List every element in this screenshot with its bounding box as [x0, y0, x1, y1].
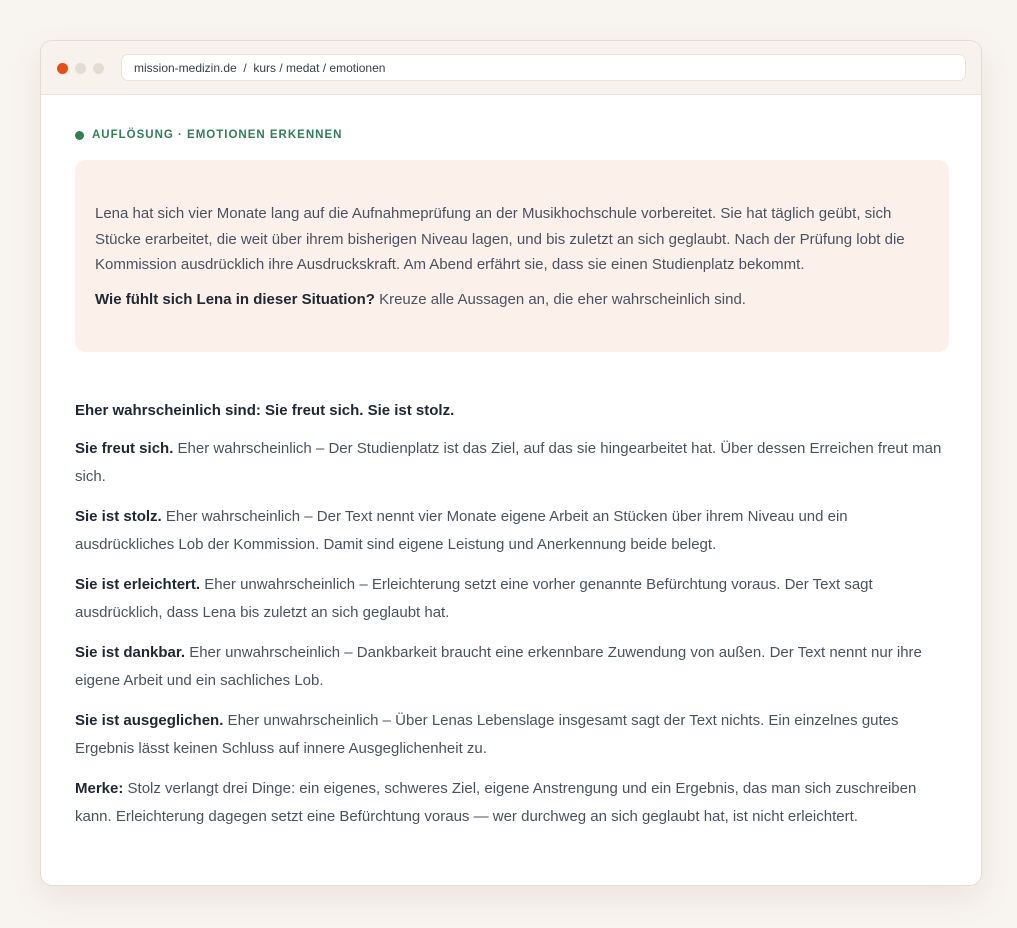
address-url: mission-medizin.de / kurs / medat / emotionen: [134, 60, 386, 75]
explanation-item: [75, 503, 949, 558]
explanation-item: [75, 435, 949, 490]
option-label: Sie ist stolz.: [75, 508, 162, 525]
option-explanation: Eher unwahrscheinlich – Über Lenas Lebenslage insgesamt sagt der Text nichts. Ein einzelnes gutes Ergebnis lässt keinen Schluss auf innere Ausgeglichenheit zu.: [75, 712, 899, 757]
question-bold: Wie fühlt sich Lena in dieser Situation?: [95, 290, 375, 308]
option-label: Sie freut sich.: [75, 440, 174, 457]
title-bar: [41, 41, 981, 95]
solution-summary: Eher wahrscheinlich sind: Sie freut sich. Sie ist stolz.: [75, 402, 455, 419]
note-paragraph: [75, 775, 949, 830]
solution-section: [75, 400, 949, 843]
option-label: Sie ist ausgeglichen.: [75, 712, 224, 729]
status-dot-icon: [75, 131, 84, 140]
section-label: [75, 129, 342, 141]
explanation-item: [75, 707, 949, 762]
maximize-window-button[interactable]: [93, 63, 104, 74]
option-label: Sie ist erleichtert.: [75, 576, 201, 593]
question-instruction: Kreuze alle Aussagen an, die eher wahrscheinlich sind.: [374, 290, 746, 308]
option-explanation: Eher unwahrscheinlich – Dankbarkeit braucht eine erkennbare Zuwendung von außen. Der Text nennt nur ihre eigene Arbeit und ein sachliches Lob.: [75, 644, 922, 689]
option-explanation: Eher wahrscheinlich – Der Studienplatz ist das Ziel, auf das sie hingearbeitet hat. Über dessen Erreichen freut man sich.: [75, 440, 942, 485]
browser-window: [40, 40, 982, 886]
question-box: [75, 160, 949, 352]
note-label: Merke:: [75, 780, 124, 797]
address-bar[interactable]: [121, 54, 966, 81]
option-label: Sie ist dankbar.: [75, 644, 186, 661]
section-label-text: AUFLÖSUNG · EMOTIONEN ERKENNEN: [92, 129, 343, 141]
close-window-button[interactable]: [57, 63, 68, 74]
note-text: Stolz verlangt drei Dinge: ein eigenes, schweres Ziel, eigene Anstrengung und ein Ergebnis, das man sich zuschreiben kann. Erleichterung dagegen setzt eine Befürchtung voraus — wer durchweg an sich geglaubt hat, ist nicht erleichtert.: [75, 780, 917, 825]
option-explanation: Eher unwahrscheinlich – Erleichterung setzt eine vorher genannte Befürchtung voraus. Der Text sagt ausdrücklich, dass Lena bis zuletzt an sich geglaubt hat.: [75, 576, 873, 621]
option-explanation: Eher wahrscheinlich – Der Text nennt vier Monate eigene Arbeit an Stücken über ihrem Niveau und ein ausdrückliches Lob der Kommission. Damit sind eigene Leistung und Anerkennung beide belegt.: [75, 508, 848, 553]
scenario-text: Lena hat sich vier Monate lang auf die Aufnahmeprüfung an der Musikhochschule vorbereitet. Sie hat täglich geübt, sich Stücke erarbeitet, die weit über ihrem bisherigen Niveau lagen, und bis zuletzt an sich geglaubt. Nach der Prüfung lobt die Kommission ausdrücklich ihre Ausdruckskraft. Am Abend erfährt sie, dass sie einen Studienplatz bekommt.: [95, 205, 905, 273]
minimize-window-button[interactable]: [75, 63, 86, 74]
question-text: [95, 287, 929, 313]
explanation-item: [75, 639, 949, 694]
explanation-item: [75, 571, 949, 626]
